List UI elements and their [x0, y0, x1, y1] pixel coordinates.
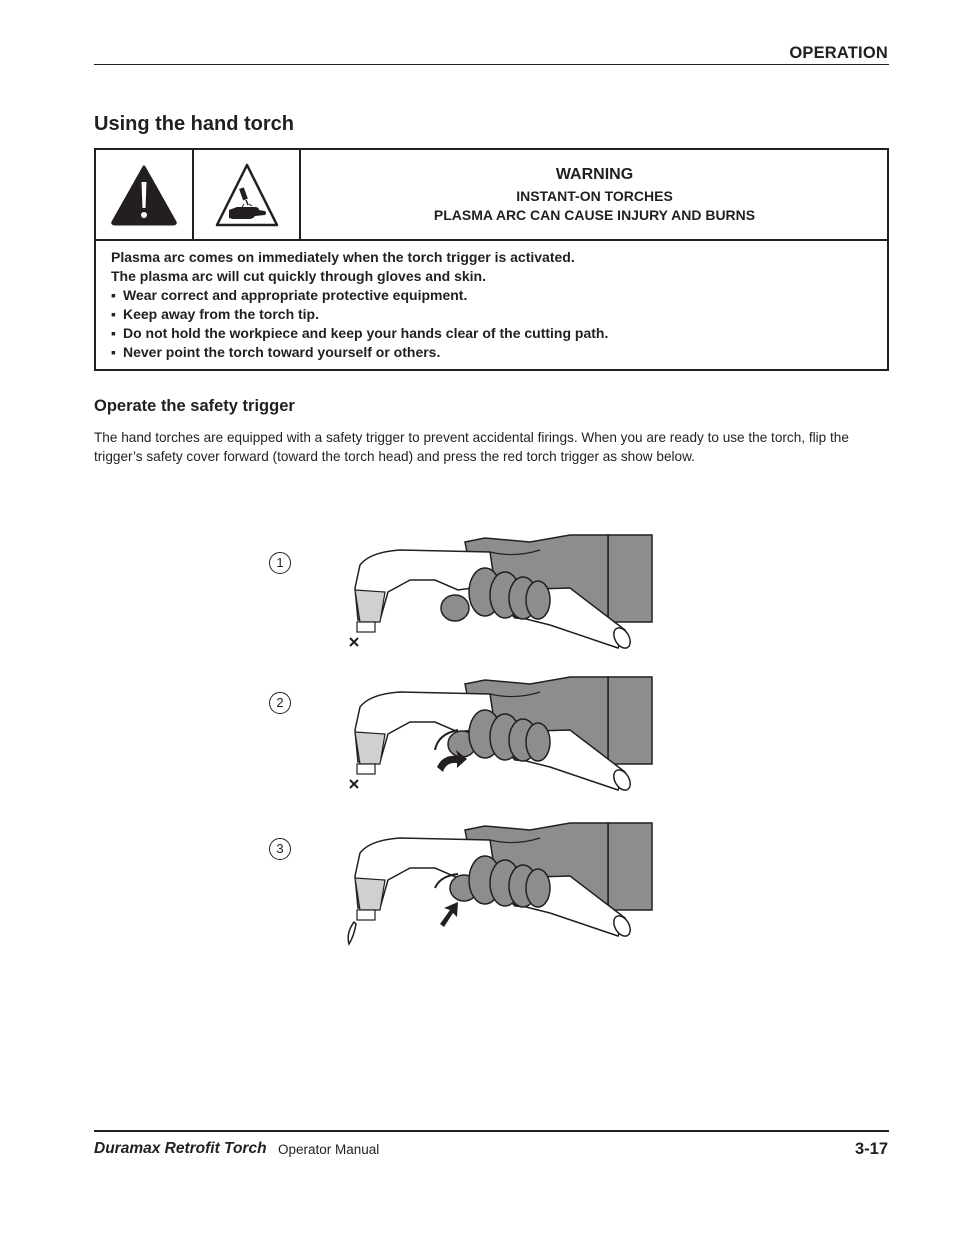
hazard-icon-cell — [194, 150, 301, 239]
warning-bullet: ▪ Never point the torch toward yourself or others. — [111, 343, 871, 362]
warning-divider — [96, 239, 887, 241]
warning-header — [302, 150, 887, 239]
section-title: Operate the safety trigger — [94, 397, 295, 415]
warning-box — [94, 148, 889, 371]
step-number-1: 1 — [269, 552, 291, 574]
press-arrow-icon — [440, 902, 458, 927]
section-label: OPERATION — [789, 44, 888, 62]
torch-illustration-step-1 — [340, 530, 660, 650]
warning-bullet-list — [111, 286, 871, 362]
footer-rule — [94, 1130, 889, 1132]
hand-cut-hazard-icon — [215, 162, 279, 228]
plasma-arc-icon — [348, 922, 356, 944]
page-title: Using the hand torch — [94, 113, 294, 135]
torch-illustration-step-2 — [340, 672, 660, 792]
warning-bullet: ▪ Keep away from the torch tip. — [111, 305, 871, 324]
warning-icon-cell — [96, 150, 194, 239]
warning-subtitle-1: INSTANT-ON TORCHES — [516, 188, 673, 204]
torch-illustration-step-3 — [340, 818, 660, 948]
warning-line-1: Plasma arc comes on immediately when the torch trigger is activated. — [111, 249, 575, 265]
warning-body — [111, 248, 871, 362]
warning-line-2: The plasma arc will cut quickly through gloves and skin. — [111, 268, 486, 284]
step-number-2: 2 — [269, 692, 291, 714]
step-number-3: 3 — [269, 838, 291, 860]
warning-bullet: ▪ Do not hold the workpiece and keep your hands clear of the cutting path. — [111, 324, 871, 343]
footer-subtitle: Operator Manual — [278, 1142, 380, 1157]
warning-bullet: ▪ Wear correct and appropriate protective equipment. — [111, 286, 871, 305]
warning-triangle-icon — [110, 164, 178, 226]
warning-subtitle-2: PLASMA ARC CAN CAUSE INJURY AND BURNS — [433, 207, 756, 223]
footer-title: Duramax Retrofit Torch — [94, 1140, 267, 1157]
page-number: 3-17 — [854, 1140, 888, 1158]
section-paragraph: The hand torches are equipped with a safety trigger to prevent accidental firings. When you are ready to use the torch, flip the trigger’s safety cover forward (toward the torch head) and press the red torch trigger as show below. — [94, 430, 849, 464]
header-rule — [94, 64, 889, 65]
warning-title: WARNING — [555, 166, 634, 183]
